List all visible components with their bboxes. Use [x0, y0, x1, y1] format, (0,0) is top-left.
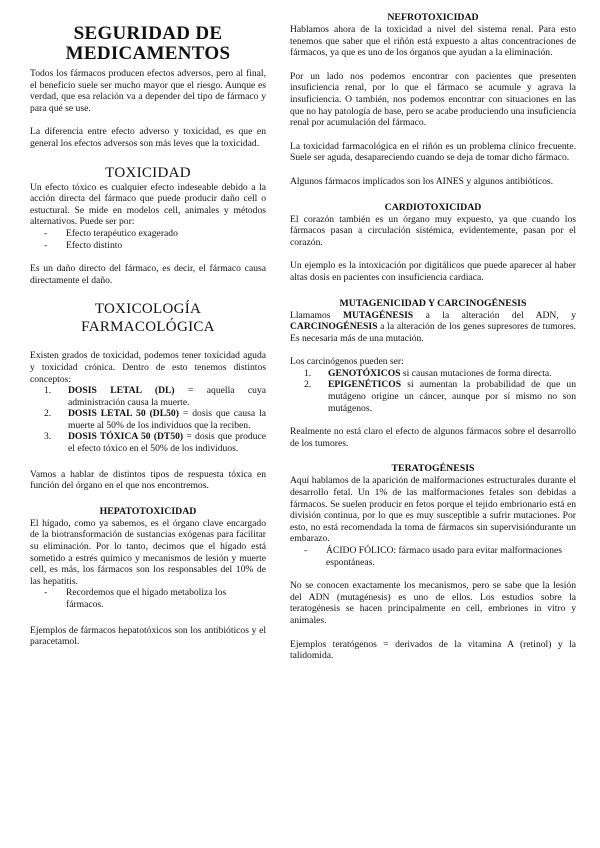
list-item: 1. DOSIS LETAL (DL) = aquella cuya administración causa la muerte. [44, 385, 266, 408]
toxicologia-paragraph-1: Existen grados de toxicidad, podemos tener toxicidad aguda y toxicidad crónica. Dentro de esto tenemos distintos conceptos: [30, 350, 266, 385]
document-title: SEGURIDAD DE MEDICAMENTOS [65, 23, 231, 64]
cardio-paragraph-1: El corazón también es un órgano muy expuesto, ya que cuando los fármacos pasan a circulación sistémica, evidentemente, pasan por el corazón. [290, 213, 576, 248]
hepato-paragraph-2: Ejemplos de fármacos hepatotóxicos son los antibióticos y el paracetamol. [30, 624, 266, 648]
terato-paragraph-3: Ejemplos teratógenos = derivados de la vitamina A (retinol) y la talidomida. [290, 638, 576, 662]
toxicidad-list [30, 228, 266, 251]
list-item: - Recordemos que el hígado metaboliza los fármacos. [44, 587, 227, 610]
left-column [30, 0, 266, 648]
hepatotoxicidad-heading: HEPATOTOXICIDAD [99, 505, 197, 517]
carcinogenos-list [290, 368, 576, 414]
mutagenicidad-heading: MUTAGENICIDAD Y CARCINOGÉNESIS [339, 297, 527, 309]
muta-paragraph-1: Llamamos MUTAGÉNESIS a la alteración del ADN, y CARCINOGÉNESIS a la alteración de los genes supresores de tumores. Es necesaria más de una mutación. [290, 309, 576, 344]
list-item: 1. GENOTÓXICOS si causan mutaciones de forma directa. [304, 367, 552, 379]
hepato-list [30, 587, 266, 610]
nefro-paragraph-3: La toxicidad farmacológica en el riñón es un problema clínico frecuente. Suele ser aguda, desapareciendo cuando se deja de tomar dicho fármaco. [290, 140, 576, 164]
toxicologia-heading: TOXICOLOGÍA FARMACOLÓGICA [81, 301, 215, 336]
dosis-list [30, 385, 266, 455]
nefrotoxicidad-heading: NEFROTOXICIDAD [387, 12, 479, 23]
terato-paragraph-2: No se conocen exactamente los mecanismos, pero se sabe que la lesión del ADN (mutagénesis) es uno de ellos. Los estudios sobre la teratogénesis se hacen principalmente en cell, embriones in vitro y animales. [290, 580, 576, 626]
list-item: - Efecto terapéutico exagerado [44, 227, 178, 239]
intro-paragraph-1: Todos los fármacos producen efectos adversos, pero al final, el beneficio suele ser mucho mayor que el riesgo. Aunque es verdad, que esa relación va a depender del tipo de fármaco y para qué se use. [30, 68, 266, 114]
list-item: - Efecto distinto [44, 239, 123, 251]
list-item: - ÁCIDO FÓLICO: fármaco usado para evitar malformaciones espontáneas. [304, 545, 563, 568]
terato-list [290, 545, 576, 568]
toxicologia-paragraph-2: Vamos a hablar de distintos tipos de respuesta tóxica en función del órgano en el que nos encontremos. [30, 468, 266, 492]
terato-paragraph-1: Aquí hablamos de la aparición de malformaciones estructurales durante el desarrollo fetal. Un 1% de las malformaciones fetales son debidas a fármacos. Se suelen producir en fetos porque el tejido embrionario está en división continua, por lo que es muy susceptible a sufrir mutaciones. Por esto, no está recomendada la toma de fármacos sin supervisióndurante un embarazo. [290, 475, 576, 545]
list-item: 2. EPIGENÉTICOS si aumentan la probabilidad de que un mutágeno origine un cáncer, aunque por sí mismo no son mutágenos. [304, 379, 576, 414]
list-item: 3. DOSIS TÓXICA 50 (DT50) = dosis que produce el efecto tóxico en el 50% de los individuos. [44, 431, 266, 455]
muta-paragraph-3: Realmente no está claro el efecto de algunos fármacos sobre el desarrollo de los tumores. [290, 426, 576, 449]
nefro-paragraph-4: Algunos fármacos implicados son los AINES y algunos antibióticos. [290, 175, 554, 187]
right-column [290, 12, 576, 662]
teratogenesis-heading: TERATOGÉNESIS [391, 463, 475, 475]
toxicidad-paragraph-1: Un efecto tóxico es cualquier efecto indeseable debido a la acción directa del fármaco que puede producir daño cell o estuctural. Se mide en modelos cell, animales y métodos alternativos. Puede ser por: [30, 181, 266, 228]
cardiotoxicidad-heading: CARDIOTOXICIDAD [384, 201, 482, 213]
toxicidad-paragraph-2: Es un daño directo del fármaco, es decir, el fármaco causa directamente el daño. [30, 263, 266, 286]
nefro-paragraph-1: Hablamos ahora de la toxicidad a nivel del sistema renal. Para esto tenemos que saber que el riñón está expuesto a altas concentraciones de fármacos, ya que es uno de los órganos que ayudan a la eliminación. [290, 24, 576, 59]
hepato-paragraph-1: El hígado, como ya sabemos, es el órgano clave encargado de la biotransformación de sustancias exógenas para facilitar su eliminación. Por lo tanto, decimos que el hígado está sometido a estrés químico y mecanismos de lesión y muerte cell, es más, los fármacos son los responsables del 10% de las hepatitis. [30, 517, 266, 587]
nefro-paragraph-2: Por un lado nos podemos encontrar con pacientes que presenten insuficiencia renal, por lo que el fármaco se acumule y agrava la insuficiencia. O también, nos podemos encontrar con situaciones en las que no hay patología de base, pero se acabe produciendo una insuficiencia renal por acumulación del fármaco. [290, 70, 576, 129]
intro-paragraph-2: La diferencia entre efecto adverso y toxicidad, es que en general los efectos adversos son más leves que la toxicidad. [30, 126, 266, 149]
muta-paragraph-2: Los carcinógenos pueden ser: [290, 356, 404, 368]
cardio-paragraph-2: Un ejemplo es la intoxicación por digitálicos que puede aparecer al haber altas dosis en pacientes con insuficiencia cardiaca. [290, 260, 576, 283]
list-item: 2. DOSIS LETAL 50 (DL50) = dosis que causa la muerte al 50% de los individuos que la reciben. [44, 408, 266, 431]
toxicidad-heading: TOXICIDAD [105, 164, 191, 181]
